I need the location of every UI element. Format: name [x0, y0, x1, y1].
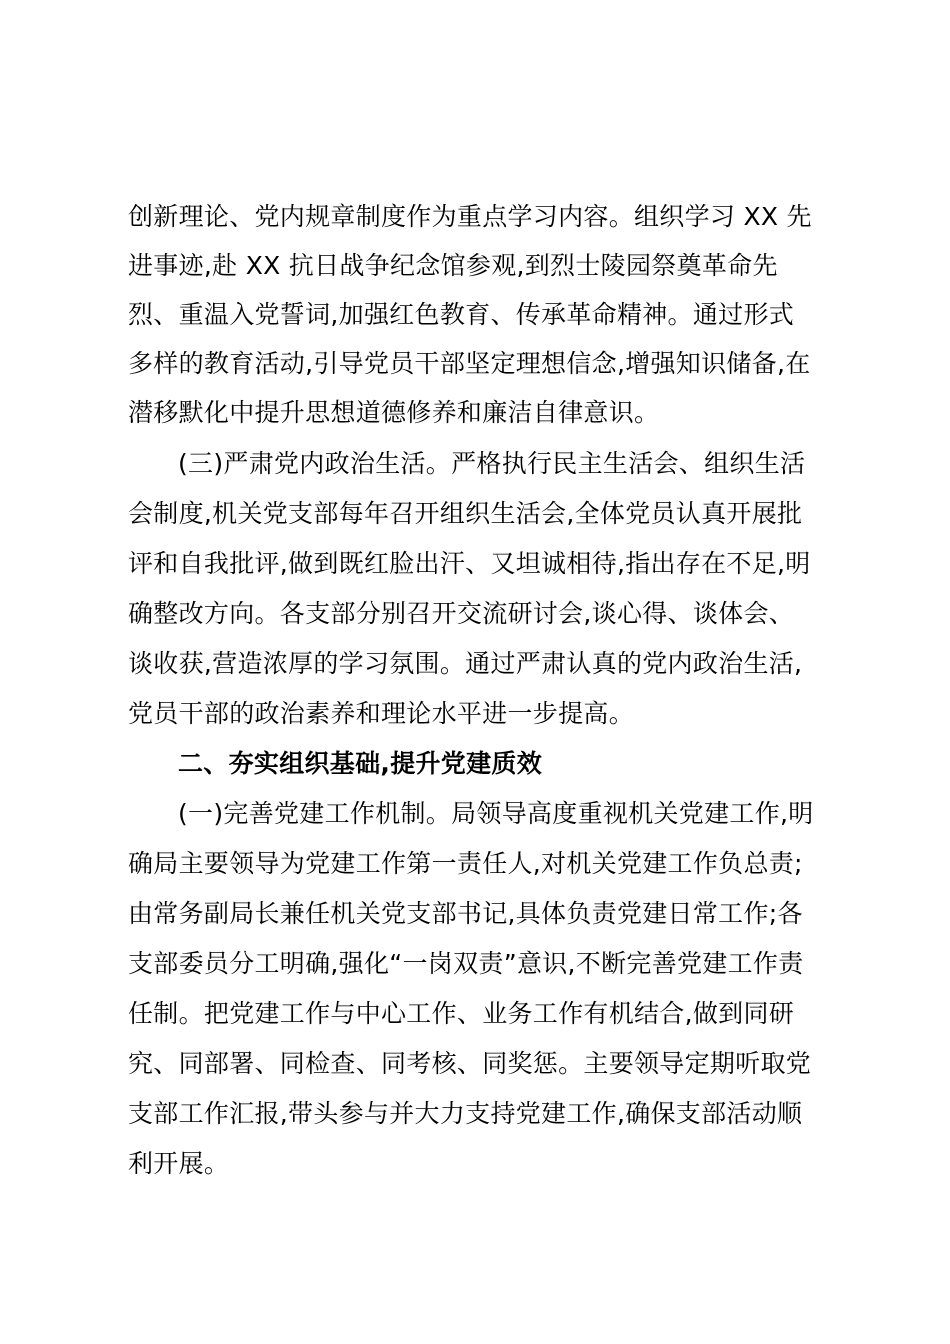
paragraph-line: 烈、重温入党誓词,加强红色教育、传承革命精神。通过形式 — [128, 300, 795, 329]
paragraph-line: 评和自我批评,做到既红脸出汗、又坦诚相待,指出存在不足,明 — [128, 549, 811, 578]
paragraph-line: 党员干部的政治素养和理论水平进一步提高。 — [128, 699, 635, 728]
paragraph-line: 究、同部署、同检查、同考核、同奖惩。主要领导定期听取党 — [128, 1049, 812, 1078]
paragraph-line: (一)完善党建工作机制。局领导高度重视机关党建工作,明 — [178, 799, 814, 828]
paragraph-line: 确整改方向。各支部分别召开交流研讨会,谈心得、谈体会、 — [128, 599, 795, 628]
paragraph-line: 进事迹,赴 XX 抗日战争纪念馆参观,到烈士陵园祭奠革命先 — [128, 251, 778, 280]
paragraph-line: 任制。把党建工作与中心工作、业务工作有机结合,做到同研 — [128, 999, 795, 1028]
section-heading: 二、夯实组织基础,提升党建质效 — [178, 749, 542, 778]
paragraph-line: (三)严肃党内政治生活。严格执行民主生活会、组织生活 — [178, 449, 806, 478]
paragraph-line: 创新理论、党内规章制度作为重点学习内容。组织学习 XX 先 — [128, 202, 812, 231]
paragraph-line: 利开展。 — [128, 1149, 230, 1178]
paragraph-line: 支部工作汇报,带头参与并大力支持党建工作,确保支部活动顺 — [128, 1099, 803, 1128]
paragraph-line: 多样的教育活动,引导党员干部坚定理想信念,增强知识储备,在 — [128, 349, 811, 378]
paragraph-line: 由常务副局长兼任机关党支部书记,具体负责党建日常工作;各 — [128, 899, 803, 928]
paragraph-line: 潜移默化中提升思想道德修养和廉洁自律意识。 — [128, 398, 660, 427]
paragraph-line: 谈收获,营造浓厚的学习氛围。通过严肃认真的党内政治生活, — [128, 649, 803, 678]
paragraph-line: 确局主要领导为党建工作第一责任人,对机关党建工作负总责; — [128, 849, 803, 878]
paragraph-line: 会制度,机关党支部每年召开组织生活会,全体党员认真开展批 — [128, 499, 803, 528]
paragraph-line: 支部委员分工明确,强化“一岗双责”意识,不断完善党建工作责 — [128, 949, 804, 978]
